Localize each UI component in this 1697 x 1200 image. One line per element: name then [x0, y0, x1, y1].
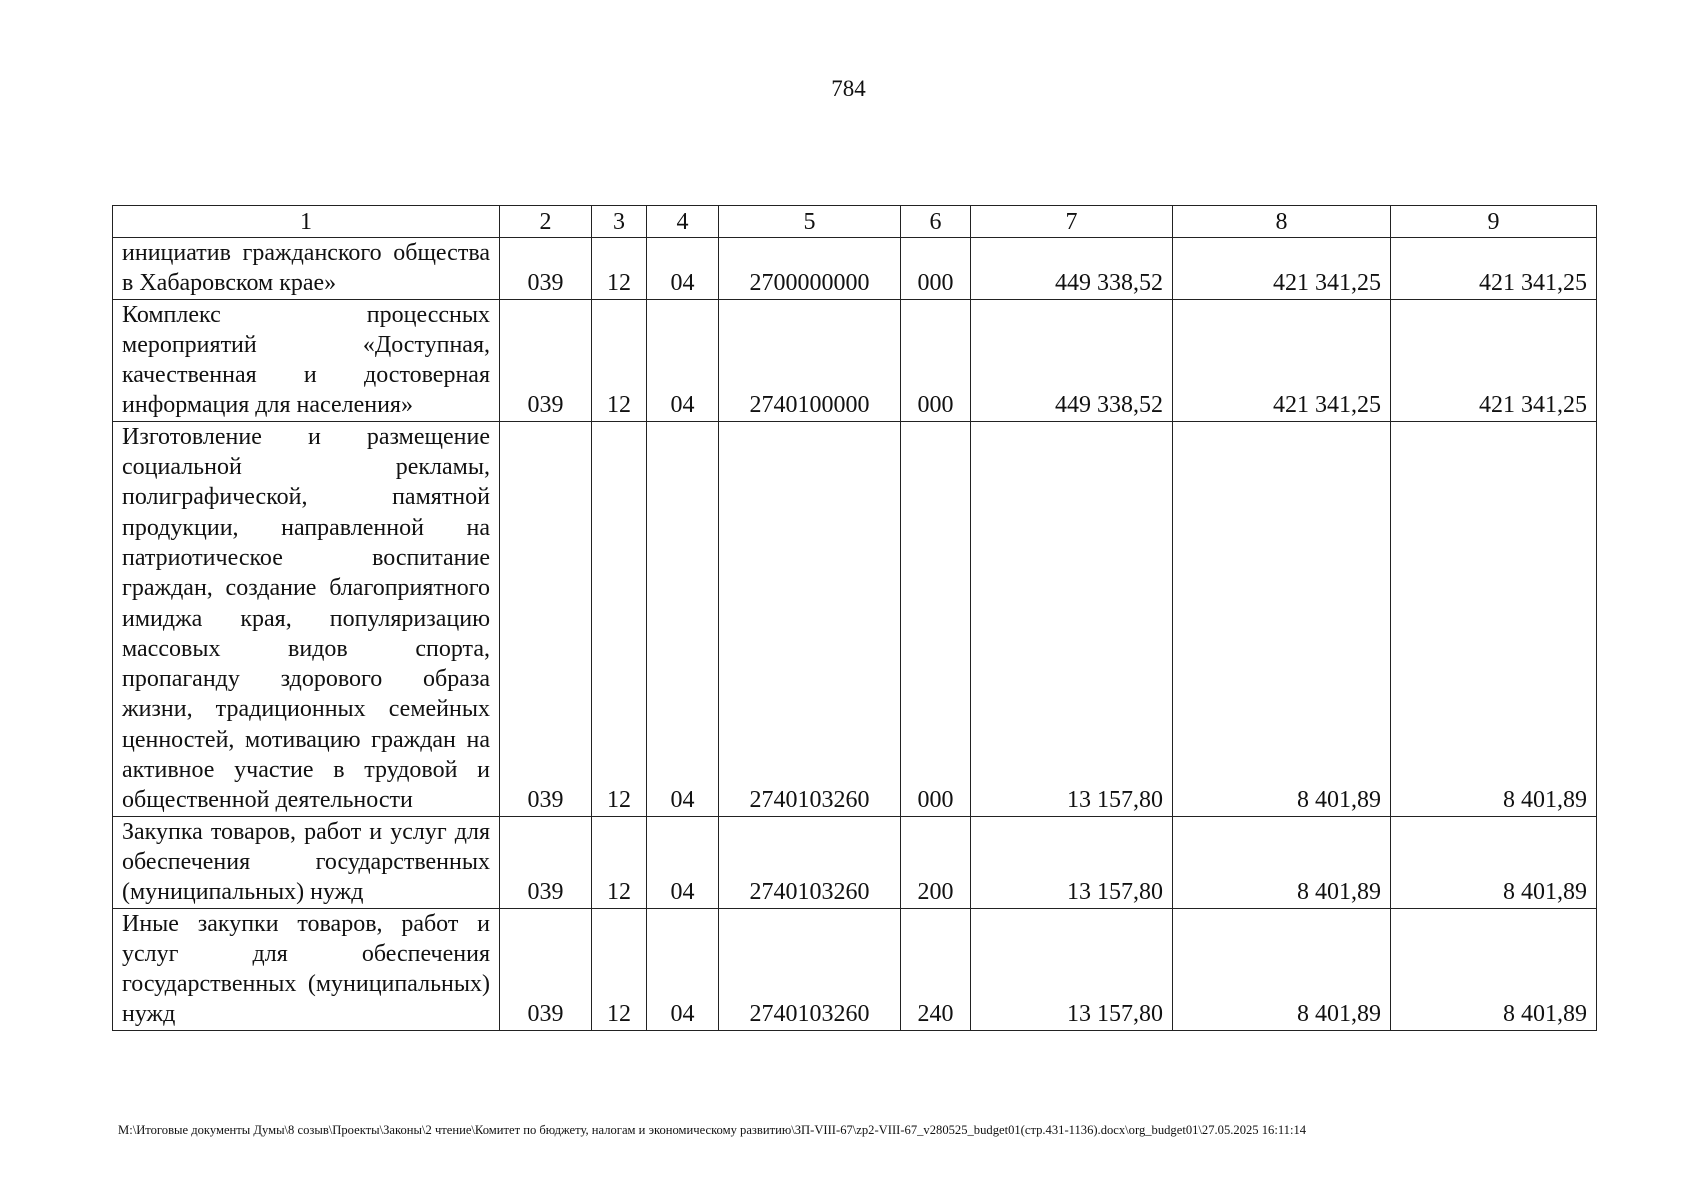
- amount-col-7: 449 338,52: [971, 299, 1173, 421]
- column-number-7: 7: [971, 206, 1173, 238]
- ministry-code: 039: [500, 238, 592, 300]
- expense-type-code: 000: [901, 421, 971, 816]
- subsection-code: 04: [647, 908, 719, 1030]
- amount-col-9: 8 401,89: [1391, 816, 1597, 908]
- subsection-code: 04: [647, 816, 719, 908]
- ministry-code: 039: [500, 908, 592, 1030]
- row-name: инициатив гражданского общества в Хабаровском крае»: [113, 238, 500, 300]
- footer-file-path: M:\Итоговые документы Думы\8 созыв\Проекты\Законы\2 чтение\Комитет по бюджету, налогам и экономическому развитию\ЗП-VIII-67\zp2-VIII-67_v280525_budget01(стр.431-1136).docx\org_budget01\27.05.2025 16:11:14: [118, 1123, 1307, 1137]
- table-row: [113, 421, 1597, 816]
- target-article-code: 2740103260: [719, 421, 901, 816]
- column-number-1: 1: [113, 206, 500, 238]
- expense-type-code: 200: [901, 816, 971, 908]
- amount-col-8: 421 341,25: [1173, 238, 1391, 300]
- table-row: [113, 908, 1597, 1030]
- subsection-code: 04: [647, 238, 719, 300]
- ministry-code: 039: [500, 816, 592, 908]
- section-code: 12: [592, 238, 647, 300]
- table-row: [113, 816, 1597, 908]
- ministry-code: 039: [500, 299, 592, 421]
- subsection-code: 04: [647, 421, 719, 816]
- table-row: [113, 238, 1597, 300]
- column-number-3: 3: [592, 206, 647, 238]
- amount-col-7: 13 157,80: [971, 421, 1173, 816]
- column-number-4: 4: [647, 206, 719, 238]
- amount-col-7: 449 338,52: [971, 238, 1173, 300]
- amount-col-8: 8 401,89: [1173, 421, 1391, 816]
- target-article-code: 2740100000: [719, 299, 901, 421]
- ministry-code: 039: [500, 421, 592, 816]
- budget-table: [112, 205, 1597, 1031]
- expense-type-code: 000: [901, 238, 971, 300]
- amount-col-9: 8 401,89: [1391, 421, 1597, 816]
- section-code: 12: [592, 421, 647, 816]
- expense-type-code: 000: [901, 299, 971, 421]
- row-name: Комплекс процессных мероприятий «Доступная, качественная и достоверная информация для населения»: [113, 299, 500, 421]
- amount-col-7: 13 157,80: [971, 816, 1173, 908]
- subsection-code: 04: [647, 299, 719, 421]
- amount-col-8: 8 401,89: [1173, 816, 1391, 908]
- target-article-code: 2700000000: [719, 238, 901, 300]
- row-name: Иные закупки товаров, работ и услуг для обеспечения государственных (муниципальных) нужд: [113, 908, 500, 1030]
- section-code: 12: [592, 908, 647, 1030]
- amount-col-8: 8 401,89: [1173, 908, 1391, 1030]
- column-number-8: 8: [1173, 206, 1391, 238]
- amount-col-7: 13 157,80: [971, 908, 1173, 1030]
- column-number-9: 9: [1391, 206, 1597, 238]
- table-header-row: [113, 206, 1597, 238]
- amount-col-9: 421 341,25: [1391, 299, 1597, 421]
- target-article-code: 2740103260: [719, 816, 901, 908]
- amount-col-8: 421 341,25: [1173, 299, 1391, 421]
- amount-col-9: 421 341,25: [1391, 238, 1597, 300]
- section-code: 12: [592, 299, 647, 421]
- column-number-2: 2: [500, 206, 592, 238]
- column-number-6: 6: [901, 206, 971, 238]
- amount-col-9: 8 401,89: [1391, 908, 1597, 1030]
- row-name: Изготовление и размещение социальной рекламы, полиграфической, памятной продукции, направленной на патриотическое воспитание граждан, создание благоприятного имиджа края, популяризацию массовых видов спорта, пропаганду здорового образа жизни, традиционных семейных ценностей, мотивацию граждан на активное участие в трудовой и общественной деятельности: [113, 421, 500, 816]
- column-number-5: 5: [719, 206, 901, 238]
- target-article-code: 2740103260: [719, 908, 901, 1030]
- page-number: 784: [831, 76, 866, 101]
- row-name: Закупка товаров, работ и услуг для обеспечения государственных (муниципальных) нужд: [113, 816, 500, 908]
- table-row: [113, 299, 1597, 421]
- section-code: 12: [592, 816, 647, 908]
- expense-type-code: 240: [901, 908, 971, 1030]
